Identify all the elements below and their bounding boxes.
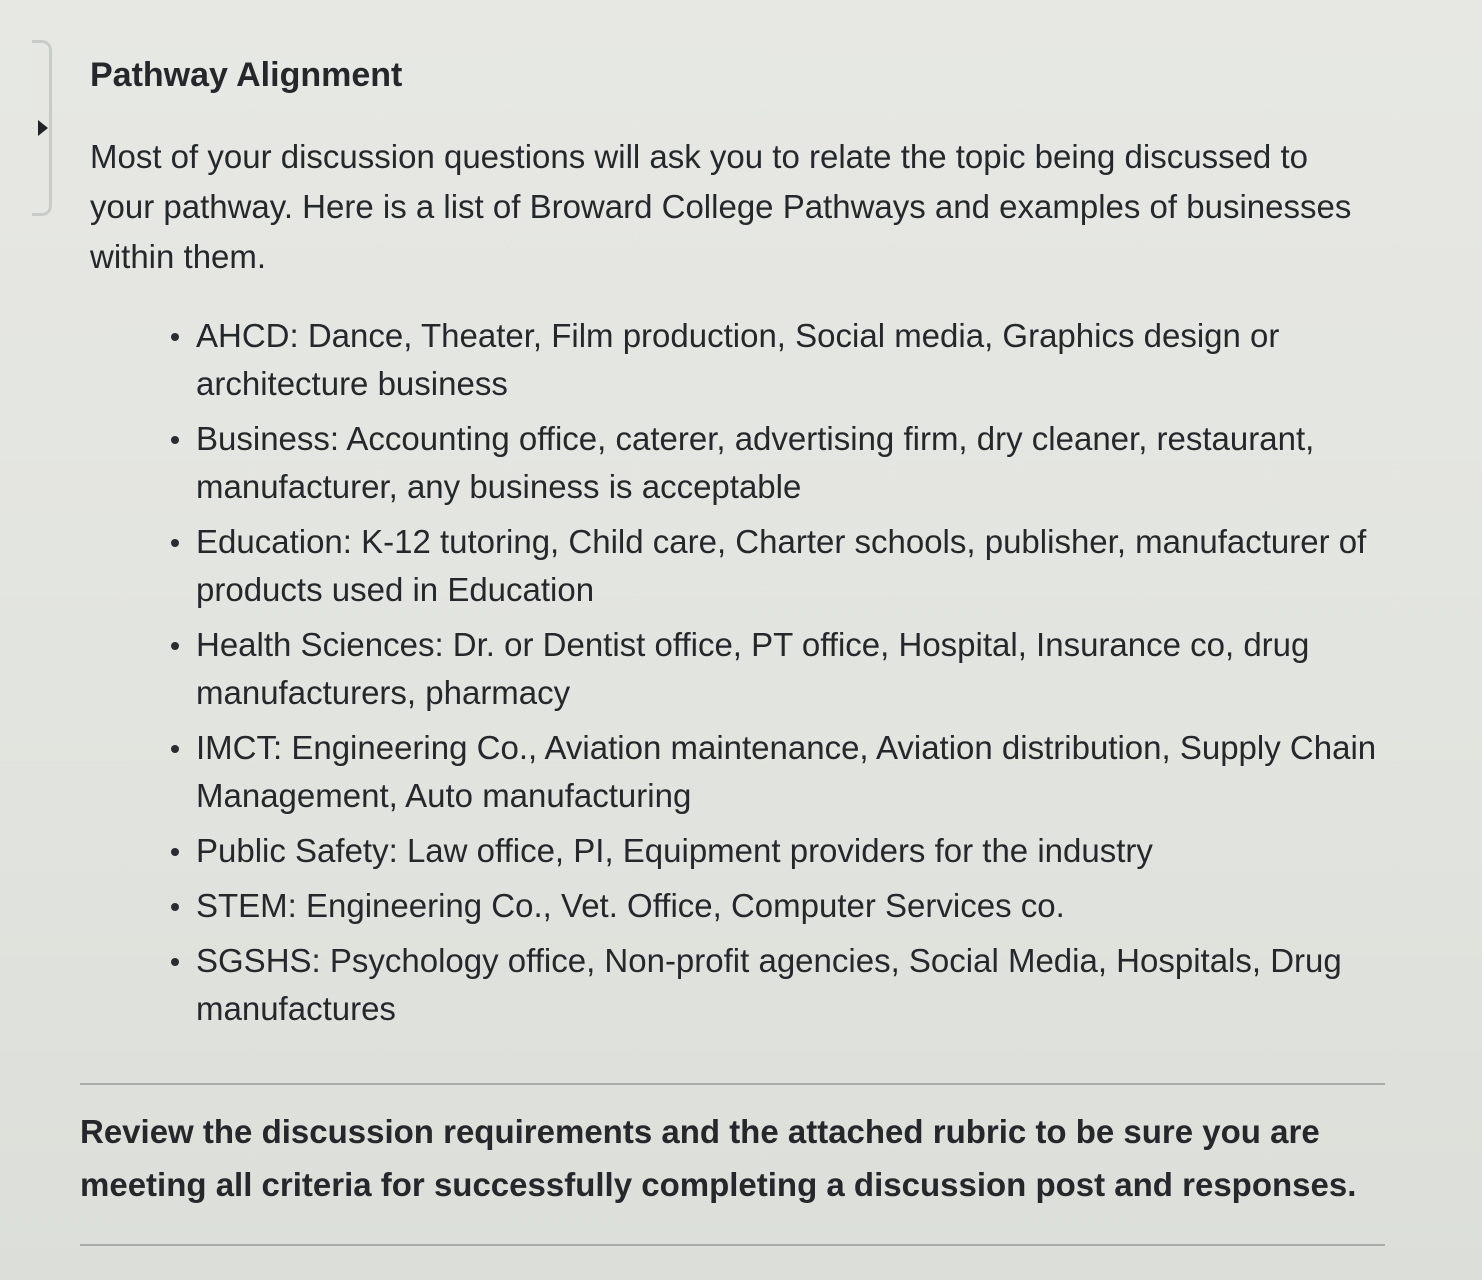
list-item: Public Safety: Law office, PI, Equipment providers for the industry xyxy=(196,827,1396,875)
section-title: Pathway Alignment xyxy=(90,56,403,94)
pathway-list xyxy=(90,312,1396,1033)
review-note: Review the discussion requirements and the attached rubric to be sure you are meeting all criteria for successfully completing a discussion post and responses. xyxy=(80,1113,1357,1203)
intro-paragraph: Most of your discussion questions will ask you to relate the topic being discussed to your pathway. Here is a list of Broward College Pathways and examples of businesses within them. xyxy=(90,138,1352,275)
list-item: Education: K-12 tutoring, Child care, Charter schools, publisher, manufacturer of products used in Education xyxy=(196,518,1396,614)
list-item: AHCD: Dance, Theater, Film production, Social media, Graphics design or architecture business xyxy=(196,312,1396,408)
list-item: SGSHS: Psychology office, Non-profit agencies, Social Media, Hospitals, Drug manufactures xyxy=(196,937,1396,1033)
list-item: Business: Accounting office, caterer, advertising firm, dry cleaner, restaurant, manufacturer, any business is acceptable xyxy=(196,415,1396,511)
caret-right-icon[interactable] xyxy=(38,120,48,136)
list-item: Health Sciences: Dr. or Dentist office, PT office, Hospital, Insurance co, drug manufacturers, pharmacy xyxy=(196,621,1396,717)
divider xyxy=(80,1244,1385,1246)
list-item: STEM: Engineering Co., Vet. Office, Computer Services co. xyxy=(196,882,1396,930)
divider xyxy=(80,1083,1385,1085)
list-item: IMCT: Engineering Co., Aviation maintenance, Aviation distribution, Supply Chain Management, Auto manufacturing xyxy=(196,724,1396,820)
discussion-content xyxy=(90,52,1390,1040)
